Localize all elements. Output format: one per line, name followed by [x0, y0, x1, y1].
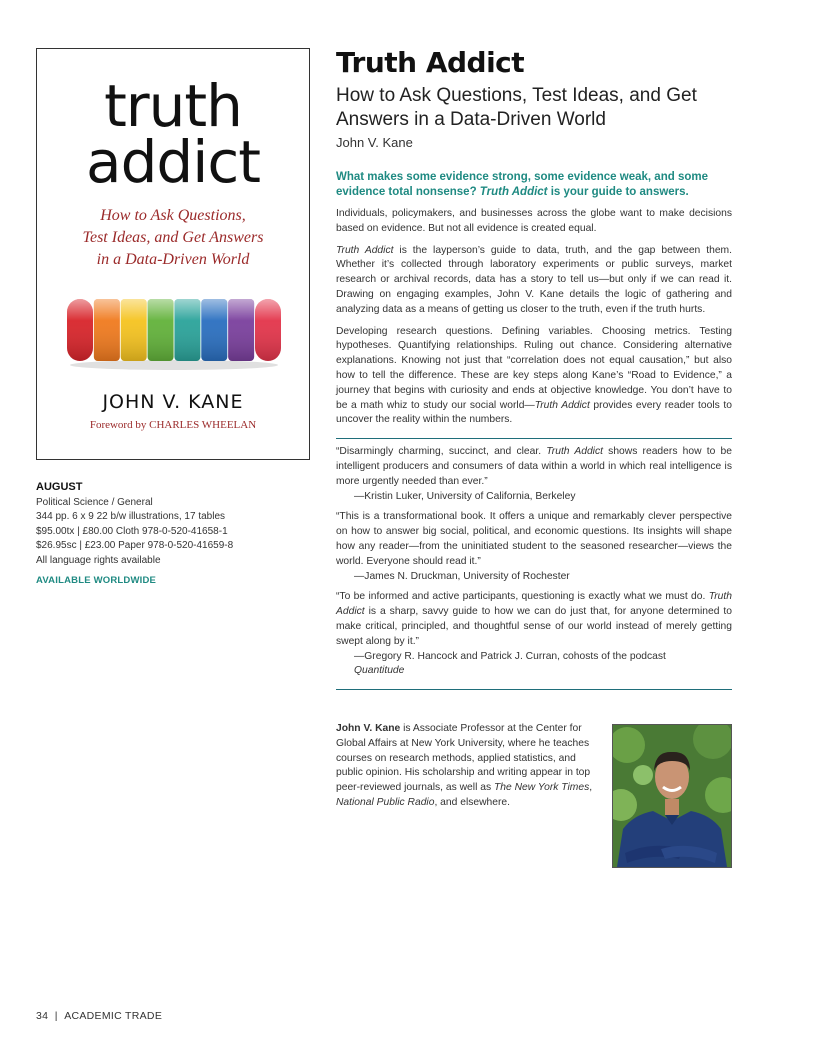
- bio-text-end: , and elsewhere.: [434, 796, 511, 808]
- pill-highlight: [255, 299, 281, 361]
- lede: [336, 170, 732, 200]
- book-author: John V. Kane: [336, 135, 413, 150]
- endorsement: [336, 445, 732, 504]
- cover-subtitle-line: How to Ask Questions,: [100, 207, 246, 224]
- description-paragraph-2: [336, 244, 732, 318]
- cover-author: JOHN V. KANE: [102, 391, 244, 413]
- paragraph-text: is the layperson’s guide to data, truth, and the gap between them. Whether it’s collected through laboratory experiments or public surveys, market research or archival records, data has a story to tell us—but only if we can read it. Drawing on engaging examples, John V. Kane details the logic of gathering and analyzing data as a means of getting us closer to the truth, even if the truth hurts.: [336, 244, 732, 315]
- bio-author-name: John V. Kane: [336, 723, 401, 734]
- endorsement-attribution: [336, 650, 732, 680]
- book-details: [36, 480, 306, 589]
- page-footer: [36, 1010, 162, 1022]
- page-number: 34: [36, 1010, 49, 1022]
- cover-subtitle: [37, 205, 309, 271]
- cover-foreword-prefix: Foreword by: [89, 419, 147, 431]
- book-description: [336, 46, 732, 690]
- paragraph-book-title: Truth Addict: [336, 244, 394, 256]
- book-category: Political Science / General: [36, 496, 153, 508]
- bio-separator: ,: [589, 782, 593, 794]
- attribution-text: —Gregory R. Hancock and Patrick J. Curran, cohosts of the podcast: [354, 650, 666, 662]
- cover-subtitle-line: Test Ideas, and Get Answers: [82, 229, 264, 246]
- description-paragraph-3: [336, 325, 732, 429]
- bio-text: is Associate Professor at the Center for Global Affairs at New York University, where he teaches courses on research methods, applied statistics, and public opinion. His scholarship and writing appear in top peer-reviewed journals, as well as: [336, 723, 591, 794]
- cover-title-line-2: addict: [86, 128, 260, 196]
- book-cover: [36, 48, 310, 460]
- lede-text-end: is your guide to answers.: [547, 186, 689, 198]
- quote-book-title: Truth Addict: [336, 591, 732, 618]
- pill-highlight: [228, 299, 254, 361]
- endorsement-attribution: —Kristin Luker, University of California, Berkeley: [354, 490, 576, 502]
- pill-highlight: [201, 299, 227, 361]
- quote-text: “Disarmingly charming, succinct, and clear.: [336, 446, 547, 458]
- pill-highlight: [148, 299, 174, 361]
- color-pills-illustration: [67, 293, 281, 373]
- pill-highlight: [67, 299, 93, 361]
- paper-price: $26.95sc | £23.00 Paper 978-0-520-41659-8: [36, 540, 234, 551]
- endorsements: [336, 445, 732, 679]
- cover-foreword: [37, 419, 309, 431]
- paragraph-text: Developing research questions. Defining variables. Choosing metrics. Testing hypotheses. Quantifying relationships. Ruling out chance. Considering alternative explanations. Knowing not just that “correlation does not equal causation,” but also how to tell the difference. These are key steps along Kane’s “Road to Evidence,” a journey that begins with curiosity and ends at objective knowledge. You don’t have to be a math whiz to study our social world—: [336, 325, 732, 411]
- bio-publication: National Public Radio: [336, 796, 435, 808]
- paragraph-text-end: provides every reader tools to uncover the reality within the numbers.: [336, 399, 732, 426]
- endorsement-attribution: —James N. Druckman, University of Rochester: [354, 570, 570, 582]
- paragraph-book-title: Truth Addict: [534, 399, 590, 411]
- author-portrait-illustration: [613, 725, 731, 867]
- cover-subtitle-line: in a Data-Driven World: [96, 251, 250, 268]
- lede-title: Truth Addict: [479, 186, 548, 198]
- author-photo: [612, 724, 732, 868]
- cloth-price: $95.00tx | £80.00 Cloth 978-0-520-41658-1: [36, 525, 228, 537]
- description-paragraph-1: Individuals, policymakers, and businesses across the globe want to make decisions based on evidence. But not all evidence is created equal.: [336, 208, 732, 234]
- endorsement-quote: [336, 590, 732, 649]
- bio-publication: The New York Times: [493, 782, 590, 794]
- book-specs: 344 pp. 6 x 9 22 b/w illustrations, 17 tables: [36, 511, 226, 522]
- availability: AVAILABLE WORLDWIDE: [36, 575, 157, 586]
- quote-text-end: is a sharp, savvy guide to how we can do just that, for anyone determined to make critical, principled, and thoughtful sense of our world instead of merely getting swept along by it.”: [336, 606, 732, 647]
- divider: [336, 689, 732, 690]
- endorsement: [336, 510, 732, 584]
- author-bio: [336, 722, 602, 811]
- quote-text-end: shows readers how to be intelligent producers and consumers of data within a world in which real intelligence is more urgently needed than ever.”: [336, 446, 732, 487]
- divider: [336, 438, 732, 439]
- pill-highlight: [121, 299, 147, 361]
- endorsement: [336, 590, 732, 679]
- lede-text: What makes some evidence strong, some evidence weak, and some evidence total nonsense?: [336, 171, 708, 198]
- footer-separator: |: [54, 1010, 58, 1022]
- endorsement-quote: [336, 445, 732, 489]
- book-title: Truth Addict: [336, 46, 525, 79]
- quote-book-title: Truth Addict: [546, 446, 603, 458]
- quote-text: “To be informed and active participants, questioning is exactly what we must do.: [336, 591, 709, 603]
- podcast-name: Quantitude: [354, 665, 405, 677]
- cover-title-line-1: truth: [104, 72, 242, 140]
- endorsement-quote: “This is a transformational book. It offers a unique and remarkably clever perspective on how to answer big social, political, and economic questions. Its insights will shape how any reader—from the uninitiated student to the seasoned researcher—views the world. Everyone should read it.”: [336, 511, 732, 567]
- footer-section: ACADEMIC TRADE: [64, 1010, 163, 1022]
- pill-highlight: [174, 299, 200, 361]
- publication-month: AUGUST: [36, 481, 83, 493]
- cover-foreword-name: CHARLES WHEELAN: [149, 419, 257, 431]
- pill-highlight: [94, 299, 120, 361]
- rights-note: All language rights available: [36, 554, 161, 566]
- book-subtitle: How to Ask Questions, Test Ideas, and Get Answers in a Data-Driven World: [336, 85, 697, 130]
